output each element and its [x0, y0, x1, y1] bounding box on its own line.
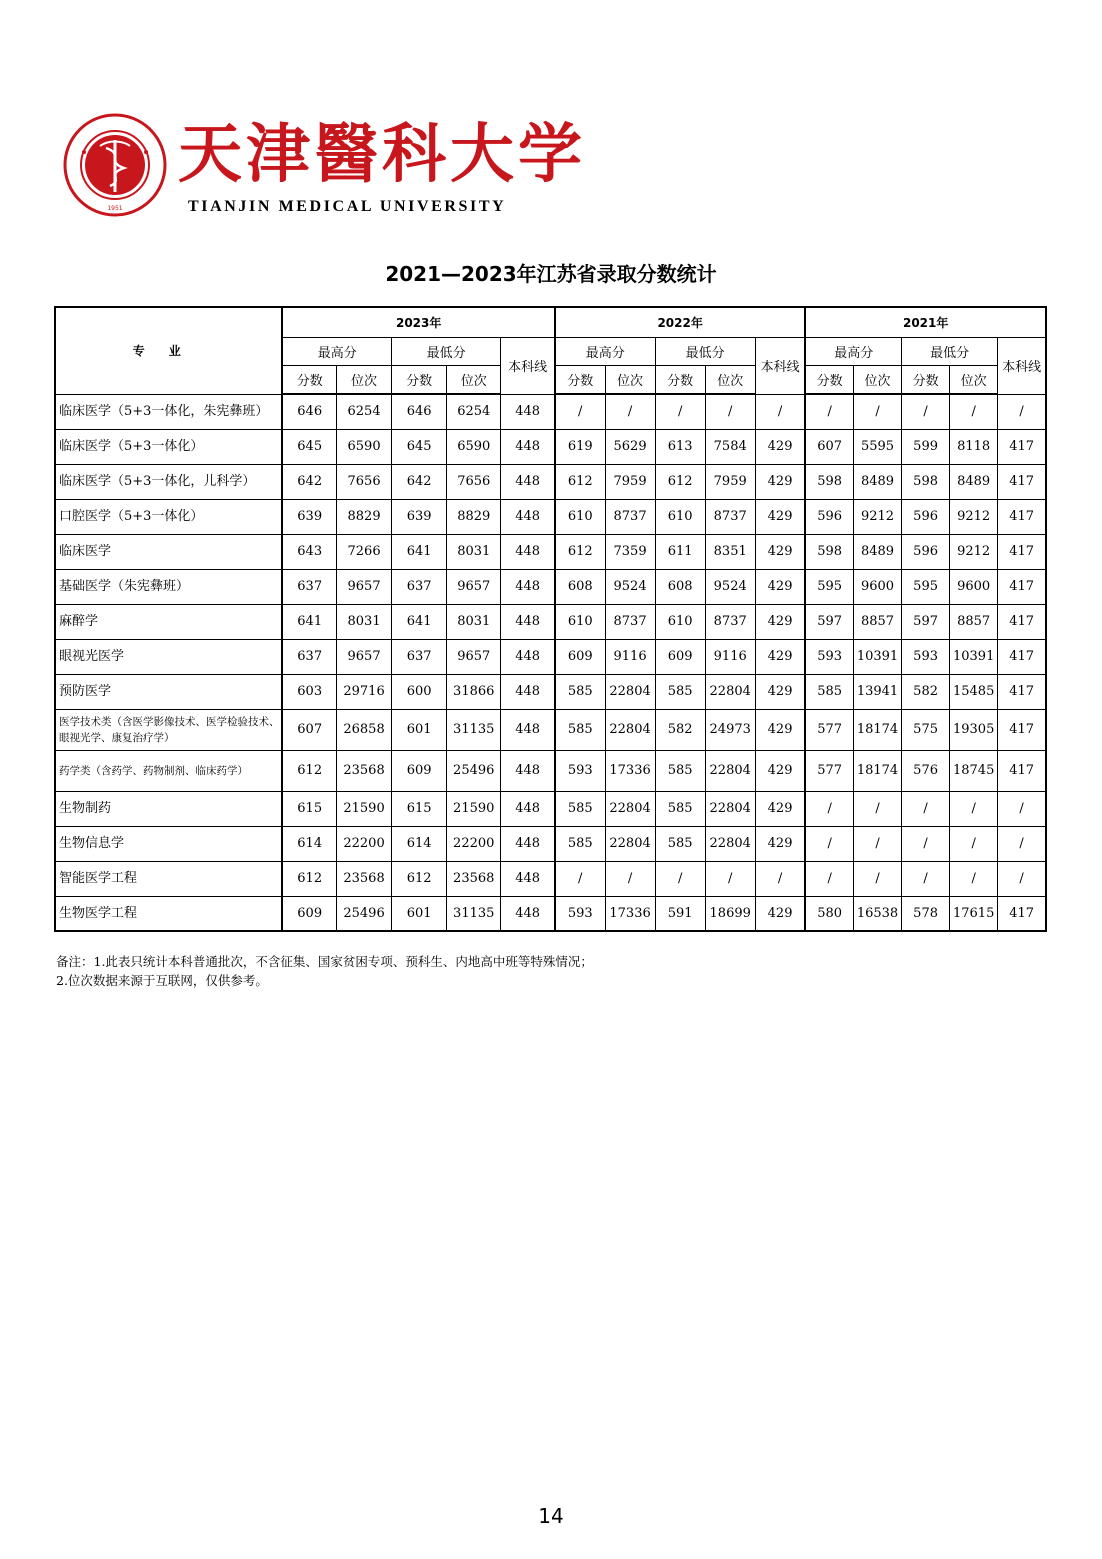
max-score-cell: 577	[805, 750, 853, 791]
table-row	[55, 861, 1046, 896]
max-score-cell: 612	[555, 534, 605, 569]
max-score-cell: 597	[805, 604, 853, 639]
year-header-2023: 2023年	[282, 307, 555, 338]
min-rank-cell: 9524	[705, 569, 755, 604]
score-subheader: 分数	[655, 366, 705, 395]
major-name-cell: 药学类（含药学、药物制剂、临床药学）	[55, 750, 282, 791]
min-rank-cell: 17615	[950, 896, 998, 931]
major-name-cell: 麻醉学	[55, 604, 282, 639]
min-rank-cell: 8489	[950, 464, 998, 499]
major-name-cell: 口腔医学（5+3一体化）	[55, 499, 282, 534]
baseline-cell: 429	[755, 709, 805, 750]
table-row	[55, 499, 1046, 534]
max-score-header: 最高分	[282, 338, 391, 366]
min-score-cell: 582	[902, 674, 950, 709]
min-score-cell: 585	[655, 750, 705, 791]
baseline-cell: 417	[998, 534, 1046, 569]
page-number: 14	[538, 1504, 564, 1528]
max-rank-cell: 9600	[853, 569, 901, 604]
baseline-cell: 448	[501, 394, 555, 429]
max-rank-cell: 22804	[605, 709, 655, 750]
min-rank-cell: 31135	[447, 896, 501, 931]
min-rank-cell: 22804	[705, 750, 755, 791]
max-rank-cell: 25496	[337, 896, 392, 931]
min-rank-cell: 8737	[705, 604, 755, 639]
baseline-cell: 448	[501, 791, 555, 826]
table-row	[55, 674, 1046, 709]
table-row	[55, 896, 1046, 931]
min-score-cell: 642	[392, 464, 447, 499]
score-subheader: 分数	[805, 366, 853, 395]
max-rank-cell: 8857	[853, 604, 901, 639]
min-score-cell: /	[655, 394, 705, 429]
min-score-cell: 596	[902, 499, 950, 534]
min-rank-cell: 10391	[950, 639, 998, 674]
min-rank-cell: 8118	[950, 429, 998, 464]
footnote-line: 备注：1.此表只统计本科普通批次，不含征集、国家贫困专项、预科生、内地高中班等特殊情况；	[56, 954, 593, 969]
max-score-cell: /	[805, 861, 853, 896]
max-rank-cell: 9212	[853, 499, 901, 534]
min-rank-cell: 15485	[950, 674, 998, 709]
max-rank-cell: 10391	[853, 639, 901, 674]
min-rank-cell: 8351	[705, 534, 755, 569]
baseline-cell: 429	[755, 674, 805, 709]
max-rank-cell: 9657	[337, 569, 392, 604]
max-rank-cell: 8489	[853, 534, 901, 569]
max-rank-cell: 7359	[605, 534, 655, 569]
min-rank-cell: 31866	[447, 674, 501, 709]
min-score-cell: 601	[392, 709, 447, 750]
min-rank-cell: 9212	[950, 534, 998, 569]
min-score-cell: /	[902, 791, 950, 826]
rank-subheader: 位次	[605, 366, 655, 395]
max-rank-cell: 22804	[605, 674, 655, 709]
max-rank-cell: 7656	[337, 464, 392, 499]
max-score-cell: 646	[282, 394, 336, 429]
max-score-cell: /	[555, 861, 605, 896]
min-score-cell: 639	[392, 499, 447, 534]
max-rank-cell: 17336	[605, 750, 655, 791]
min-score-cell: 578	[902, 896, 950, 931]
score-subheader: 分数	[902, 366, 950, 395]
min-rank-cell: 22804	[705, 674, 755, 709]
min-score-cell: 611	[655, 534, 705, 569]
max-score-cell: 612	[282, 750, 336, 791]
rank-subheader: 位次	[705, 366, 755, 395]
max-rank-cell: 17336	[605, 896, 655, 931]
max-score-cell: 585	[555, 709, 605, 750]
max-rank-cell: 8737	[605, 604, 655, 639]
min-score-cell: 612	[392, 861, 447, 896]
max-rank-cell: /	[605, 394, 655, 429]
baseline-cell: /	[755, 861, 805, 896]
min-rank-cell: 19305	[950, 709, 998, 750]
min-score-cell: 582	[655, 709, 705, 750]
svg-text:1951: 1951	[107, 205, 123, 212]
min-rank-cell: /	[705, 394, 755, 429]
min-rank-cell: 8737	[705, 499, 755, 534]
min-rank-cell: /	[950, 861, 998, 896]
baseline-cell: 417	[998, 639, 1046, 674]
min-rank-cell: 6254	[447, 394, 501, 429]
max-score-cell: 642	[282, 464, 336, 499]
major-name-cell: 生物信息学	[55, 826, 282, 861]
min-score-cell: 598	[902, 464, 950, 499]
min-rank-cell: 8031	[447, 604, 501, 639]
min-score-cell: 612	[655, 464, 705, 499]
min-rank-cell: 21590	[447, 791, 501, 826]
baseline-cell: 417	[998, 750, 1046, 791]
min-score-cell: /	[902, 861, 950, 896]
max-rank-cell: 16538	[853, 896, 901, 931]
baseline-cell: 448	[501, 674, 555, 709]
max-score-cell: 637	[282, 569, 336, 604]
max-rank-cell: 7266	[337, 534, 392, 569]
baseline-header: 本科线	[998, 338, 1046, 395]
min-rank-cell: 6590	[447, 429, 501, 464]
major-column-header: 专业	[55, 307, 282, 394]
max-score-cell: 612	[555, 464, 605, 499]
max-score-cell: 603	[282, 674, 336, 709]
max-score-cell: 614	[282, 826, 336, 861]
max-rank-cell: /	[853, 861, 901, 896]
baseline-cell: 429	[755, 791, 805, 826]
baseline-cell: 429	[755, 896, 805, 931]
max-rank-cell: 23568	[337, 750, 392, 791]
max-score-cell: 612	[282, 861, 336, 896]
baseline-cell: 417	[998, 499, 1046, 534]
baseline-cell: 448	[501, 639, 555, 674]
min-score-header: 最低分	[392, 338, 501, 366]
table-row	[55, 750, 1046, 791]
baseline-header: 本科线	[501, 338, 555, 395]
min-score-cell: /	[655, 861, 705, 896]
baseline-cell: 417	[998, 464, 1046, 499]
max-score-cell: 593	[555, 896, 605, 931]
min-score-cell: 600	[392, 674, 447, 709]
max-rank-cell: /	[853, 826, 901, 861]
footnotes	[56, 952, 593, 990]
year-header-2021: 2021年	[805, 307, 1046, 338]
max-score-cell: 585	[805, 674, 853, 709]
baseline-cell: 448	[501, 569, 555, 604]
admission-score-table	[54, 306, 1047, 932]
max-score-cell: 608	[555, 569, 605, 604]
baseline-cell: 429	[755, 750, 805, 791]
max-score-cell: /	[805, 826, 853, 861]
baseline-cell: 417	[998, 429, 1046, 464]
table-row	[55, 709, 1046, 750]
min-rank-cell: 8031	[447, 534, 501, 569]
min-rank-cell: 7656	[447, 464, 501, 499]
baseline-cell: 448	[501, 709, 555, 750]
major-name-cell: 眼视光医学	[55, 639, 282, 674]
max-score-cell: 645	[282, 429, 336, 464]
baseline-cell: 417	[998, 896, 1046, 931]
table-row	[55, 604, 1046, 639]
max-score-cell: 596	[805, 499, 853, 534]
max-score-cell: 610	[555, 499, 605, 534]
max-score-cell: 609	[282, 896, 336, 931]
min-score-cell: 585	[655, 791, 705, 826]
min-rank-cell: 22804	[705, 826, 755, 861]
baseline-cell: 448	[501, 464, 555, 499]
baseline-cell: 429	[755, 534, 805, 569]
table-row	[55, 394, 1046, 429]
min-rank-cell: /	[950, 826, 998, 861]
max-score-cell: 580	[805, 896, 853, 931]
max-rank-cell: 8737	[605, 499, 655, 534]
min-score-cell: 646	[392, 394, 447, 429]
major-name-cell: 基础医学（朱宪彝班）	[55, 569, 282, 604]
max-rank-cell: 9116	[605, 639, 655, 674]
max-rank-cell: 22804	[605, 791, 655, 826]
min-score-cell: 593	[902, 639, 950, 674]
major-name-cell: 生物医学工程	[55, 896, 282, 931]
min-rank-cell: 24973	[705, 709, 755, 750]
min-rank-cell: /	[705, 861, 755, 896]
baseline-cell: /	[998, 791, 1046, 826]
major-name-cell: 智能医学工程	[55, 861, 282, 896]
baseline-cell: 429	[755, 429, 805, 464]
baseline-cell: 429	[755, 826, 805, 861]
min-rank-cell: 9212	[950, 499, 998, 534]
major-name-cell: 临床医学（5+3一体化）	[55, 429, 282, 464]
max-rank-cell: 18174	[853, 750, 901, 791]
major-name-cell: 临床医学（5+3一体化，朱宪彝班）	[55, 394, 282, 429]
min-rank-cell: 22804	[705, 791, 755, 826]
major-name-cell: 预防医学	[55, 674, 282, 709]
university-name-cn: 天津醫科大学	[178, 117, 586, 192]
major-name-cell: 临床医学	[55, 534, 282, 569]
score-subheader: 分数	[282, 366, 336, 395]
max-rank-cell: 5595	[853, 429, 901, 464]
min-score-cell: 613	[655, 429, 705, 464]
rank-subheader: 位次	[447, 366, 501, 395]
min-score-cell: 610	[655, 499, 705, 534]
baseline-cell: /	[755, 394, 805, 429]
max-rank-cell: 18174	[853, 709, 901, 750]
max-score-cell: 593	[805, 639, 853, 674]
max-rank-cell: 21590	[337, 791, 392, 826]
score-table-body	[55, 394, 1046, 931]
score-subheader: 分数	[555, 366, 605, 395]
baseline-header: 本科线	[755, 338, 805, 395]
max-rank-cell: 6590	[337, 429, 392, 464]
max-score-header: 最高分	[555, 338, 655, 366]
rank-subheader: 位次	[337, 366, 392, 395]
min-score-cell: 641	[392, 604, 447, 639]
baseline-cell: 448	[501, 826, 555, 861]
table-row	[55, 791, 1046, 826]
max-score-cell: 637	[282, 639, 336, 674]
max-score-cell: 643	[282, 534, 336, 569]
min-score-cell: 645	[392, 429, 447, 464]
baseline-cell: 417	[998, 674, 1046, 709]
max-rank-cell: 22804	[605, 826, 655, 861]
baseline-cell: 417	[998, 709, 1046, 750]
rank-subheader: 位次	[853, 366, 901, 395]
baseline-cell: 448	[501, 534, 555, 569]
max-rank-cell: 8829	[337, 499, 392, 534]
min-score-cell: 591	[655, 896, 705, 931]
min-rank-cell: 31135	[447, 709, 501, 750]
max-rank-cell: /	[853, 394, 901, 429]
max-score-cell: /	[805, 394, 853, 429]
rank-subheader: 位次	[950, 366, 998, 395]
max-score-cell: /	[805, 791, 853, 826]
max-rank-cell: 8489	[853, 464, 901, 499]
table-row	[55, 826, 1046, 861]
max-rank-cell: 23568	[337, 861, 392, 896]
baseline-cell: 429	[755, 569, 805, 604]
baseline-cell: 429	[755, 464, 805, 499]
baseline-cell: 448	[501, 750, 555, 791]
max-score-cell: 598	[805, 534, 853, 569]
baseline-cell: 448	[501, 896, 555, 931]
max-rank-cell: 9657	[337, 639, 392, 674]
max-score-cell: 585	[555, 826, 605, 861]
max-rank-cell: 13941	[853, 674, 901, 709]
max-score-cell: 598	[805, 464, 853, 499]
min-score-cell: 601	[392, 896, 447, 931]
baseline-cell: 417	[998, 569, 1046, 604]
min-rank-cell: 7584	[705, 429, 755, 464]
max-score-cell: 619	[555, 429, 605, 464]
max-score-cell: /	[555, 394, 605, 429]
max-score-cell: 610	[555, 604, 605, 639]
university-seal-icon	[62, 112, 168, 218]
max-rank-cell: /	[605, 861, 655, 896]
baseline-cell: 448	[501, 499, 555, 534]
min-rank-cell: 9657	[447, 569, 501, 604]
min-rank-cell: 9600	[950, 569, 998, 604]
baseline-cell: /	[998, 394, 1046, 429]
min-score-cell: 614	[392, 826, 447, 861]
baseline-cell: 448	[501, 604, 555, 639]
min-score-cell: 610	[655, 604, 705, 639]
min-score-header: 最低分	[902, 338, 998, 366]
max-rank-cell: 22200	[337, 826, 392, 861]
min-score-cell: 575	[902, 709, 950, 750]
university-name-en: TIANJIN MEDICAL UNIVERSITY	[188, 198, 507, 215]
min-score-cell: 599	[902, 429, 950, 464]
min-rank-cell: 9657	[447, 639, 501, 674]
max-rank-cell: 5629	[605, 429, 655, 464]
min-score-cell: 596	[902, 534, 950, 569]
max-score-cell: 639	[282, 499, 336, 534]
score-subheader: 分数	[392, 366, 447, 395]
baseline-cell: /	[998, 826, 1046, 861]
max-score-cell: 615	[282, 791, 336, 826]
max-rank-cell: 8031	[337, 604, 392, 639]
min-score-cell: 585	[655, 826, 705, 861]
major-name-cell: 医学技术类（含医学影像技术、医学检验技术、眼视光学、康复治疗学）	[55, 709, 282, 750]
min-rank-cell: 18745	[950, 750, 998, 791]
max-score-cell: 607	[282, 709, 336, 750]
max-rank-cell: 6254	[337, 394, 392, 429]
max-rank-cell: 9524	[605, 569, 655, 604]
min-score-header: 最低分	[655, 338, 755, 366]
max-rank-cell: /	[853, 791, 901, 826]
major-name-cell: 生物制药	[55, 791, 282, 826]
footnote-line: 2.位次数据来源于互联网，仅供参考。	[56, 973, 268, 988]
max-score-cell: 607	[805, 429, 853, 464]
baseline-cell: 429	[755, 639, 805, 674]
min-rank-cell: 8829	[447, 499, 501, 534]
max-rank-cell: 26858	[337, 709, 392, 750]
table-row	[55, 534, 1046, 569]
max-rank-cell: 7959	[605, 464, 655, 499]
max-score-cell: 585	[555, 791, 605, 826]
min-score-cell: 608	[655, 569, 705, 604]
min-rank-cell: /	[950, 791, 998, 826]
max-score-header: 最高分	[805, 338, 901, 366]
min-rank-cell: 18699	[705, 896, 755, 931]
baseline-cell: /	[998, 861, 1046, 896]
min-score-cell: 609	[655, 639, 705, 674]
baseline-cell: 429	[755, 604, 805, 639]
major-name-cell: 临床医学（5+3一体化，儿科学）	[55, 464, 282, 499]
table-row	[55, 464, 1046, 499]
min-rank-cell: 25496	[447, 750, 501, 791]
baseline-cell: 417	[998, 604, 1046, 639]
min-rank-cell: 7959	[705, 464, 755, 499]
min-score-cell: /	[902, 826, 950, 861]
min-score-cell: 609	[392, 750, 447, 791]
baseline-cell: 429	[755, 499, 805, 534]
min-rank-cell: 23568	[447, 861, 501, 896]
min-score-cell: 595	[902, 569, 950, 604]
min-score-cell: 615	[392, 791, 447, 826]
min-score-cell: 576	[902, 750, 950, 791]
min-score-cell: 597	[902, 604, 950, 639]
year-header-2022: 2022年	[555, 307, 805, 338]
baseline-cell: 448	[501, 861, 555, 896]
page-title: 2021—2023年江苏省录取分数统计	[385, 262, 717, 286]
table-row	[55, 639, 1046, 674]
min-score-cell: /	[902, 394, 950, 429]
min-rank-cell: /	[950, 394, 998, 429]
max-score-cell: 577	[805, 709, 853, 750]
min-score-cell: 585	[655, 674, 705, 709]
min-rank-cell: 9116	[705, 639, 755, 674]
min-rank-cell: 22200	[447, 826, 501, 861]
min-score-cell: 637	[392, 569, 447, 604]
max-rank-cell: 29716	[337, 674, 392, 709]
university-logo	[62, 112, 586, 222]
max-score-cell: 593	[555, 750, 605, 791]
min-score-cell: 637	[392, 639, 447, 674]
max-score-cell: 609	[555, 639, 605, 674]
min-rank-cell: 8857	[950, 604, 998, 639]
max-score-cell: 595	[805, 569, 853, 604]
baseline-cell: 448	[501, 429, 555, 464]
table-row	[55, 429, 1046, 464]
table-row	[55, 569, 1046, 604]
max-score-cell: 641	[282, 604, 336, 639]
max-score-cell: 585	[555, 674, 605, 709]
min-score-cell: 641	[392, 534, 447, 569]
